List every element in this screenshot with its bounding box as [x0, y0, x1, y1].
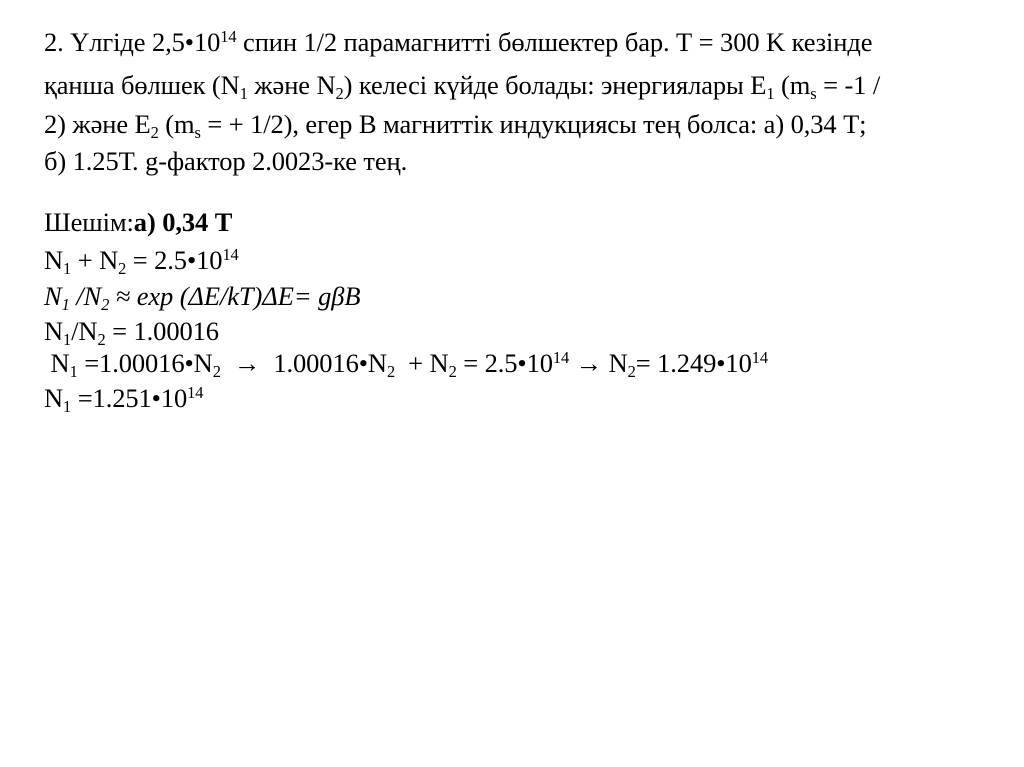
equation-3: $N_1/N_2 = 1.00016$ [44, 316, 219, 349]
problem-line-2: қанша бөлшек ($N_1$ және $N_2$) келесі күйде болады: энергиялары $E_1$ ($m_s = -1$ / [44, 70, 881, 103]
equation-1: $N_1 + N_2$ = $2.5•10^{14}$ [44, 244, 239, 278]
problem-line-1: 2. Үлгіде $2,5•10^{14}$ спин 1/2 парамагнитті бөлшектер бар. Т = 300 K кезінде [44, 26, 873, 57]
equation-2: $N_1$ $/N_2 \approx \exp (\Delta E/kT)\Delta E= g\beta B$ [44, 281, 361, 314]
solution-heading: Шешім:а) 0,34 Т [44, 207, 233, 237]
equation-4: $N_1$ $=1.00016•N_2$ → $1.00016•N_2 + N_2$ = $2.5•10^{14} \to N_2=$ $1.249•10^{14}$ [44, 347, 768, 381]
equation-5: $N_1$ $=1.251•10^{14}$ [44, 382, 204, 416]
problem-line-3: 2) және $E_2$ ($m_s$ = + 1/2), егер B магниттік индукциясы тең болса: а) 0,34 Т; [44, 109, 867, 142]
problem-line-4: б) 1.25Т. g-фактор 2.0023-ке тең. [44, 146, 408, 176]
